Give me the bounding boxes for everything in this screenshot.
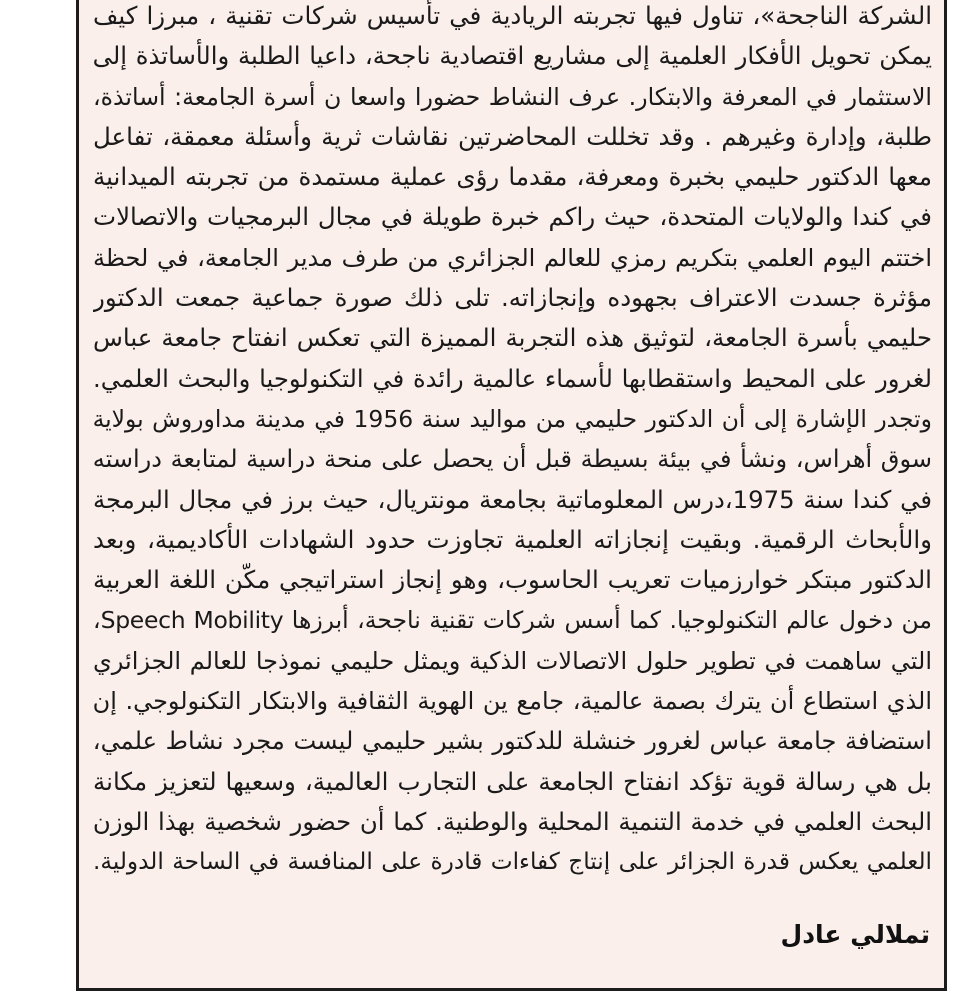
article-line: الدكتور مبتكر خوارزميات تعريب الحاسوب، وهو إنجاز استراتيجي مكّن اللغة العربية: [93, 565, 932, 595]
article-body: [93, 0, 932, 883]
article-line: البحث العلمي في خدمة التنمية المحلية والوطنية. كما أن حضور شخصية بهذا الوزن: [92, 806, 932, 836]
article-line: التي ساهمت في تطوير حلول الاتصالات الذكية ويمثل حليمي نموذجا للعالم الجزائري: [93, 646, 932, 675]
article-line: حليمي بأسرة الجامعة، لتوثيق هذه التجربة المميزة التي تعكس انفتاح جامعة عباس: [93, 323, 932, 353]
article-line: لغرور على المحيط واستقطابها لأسماء عالمية رائدة في التكنولوجيا والبحث العلمي.: [92, 363, 932, 393]
article-line: مؤثرة جسدت الاعتراف بجهوده وإنجازاته. تلى ذلك صورة جماعية جمعت الدكتور: [93, 283, 932, 313]
article-line: معها الدكتور حليمي بخبرة ومعرفة، مقدما رؤى عملية مستمدة من تجربته الميدانية: [93, 162, 932, 192]
article-line: الذي استطاع أن يترك بصمة عالمية، جامع ين الهوية الثقافية والابتكار التكنولوجي. إن: [92, 687, 932, 716]
article-line: من دخول عالم التكنولوجيا. كما أسس شركات تقنية ناجحة، أبرزها Speech Mobility،: [93, 606, 932, 635]
article-line: وتجدر الإشارة إلى أن الدكتور حليمي من مواليد سنة 1956 في مدينة مداوروش بولاية: [92, 404, 932, 433]
article-box: [76, 0, 947, 991]
article-line: والأبحاث الرقمية. وبقيت إنجازاته العلمية تجاوزت حدود الشهادات الأكاديمية، وبعد: [93, 524, 932, 554]
article-line: يمكن تحويل الأفكار العلمية إلى مشاريع اقتصادية ناجحة، داعيا الطلبة والأساتذة إلى: [92, 41, 932, 71]
article-line: الاستثمار في المعرفة والابتكار. عرف النشاط حضورا واسعا ن أسرة الجامعة: أساتذة،: [93, 82, 932, 111]
article-line: استضافة جامعة عباس لغرور خنشلة للدكتور بشير حليمي ليست مجرد نشاط علمي،: [92, 727, 932, 756]
article-line: سوق أهراس، ونشأ في بيئة بسيطة قبل أن يحصل على منحة دراسية لمتابعة دراسته: [92, 445, 932, 474]
article-line: بل هي رسالة قوية تؤكد انفتاح الجامعة على التجارب العالمية، وسعيها لتعزيز مكانة: [93, 766, 932, 796]
article-line: في كندا والولايات المتحدة، حيث راكم خبرة طويلة في مجال البرمجيات والاتصالات: [93, 202, 932, 232]
article-line: العلمي يعكس قدرة الجزائر على إنتاج كفاءات قادرة على المنافسة في الساحة الدولية.: [92, 848, 932, 876]
author-signature: تملالي عادل: [780, 920, 930, 949]
article-line: اختتم اليوم العلمي بتكريم رمزي للعالم الجزائري من طرف مدير الجامعة، في لحظة: [93, 243, 932, 272]
article-line: طلبة، وإدارة وغيرهم . وقد تخللت المحاضرتين نقاشات ثرية وأسئلة معمقة، تفاعل: [93, 121, 932, 151]
article-line: في كندا سنة 1975،درس المعلوماتية بجامعة مونتريال، حيث برز في مجال البرمجة: [93, 484, 932, 514]
article-line: الشركة الناجحة»، تناول فيها تجربته الريادية في تأسيس شركات تقنية ، مبرزا كيف: [93, 1, 932, 30]
